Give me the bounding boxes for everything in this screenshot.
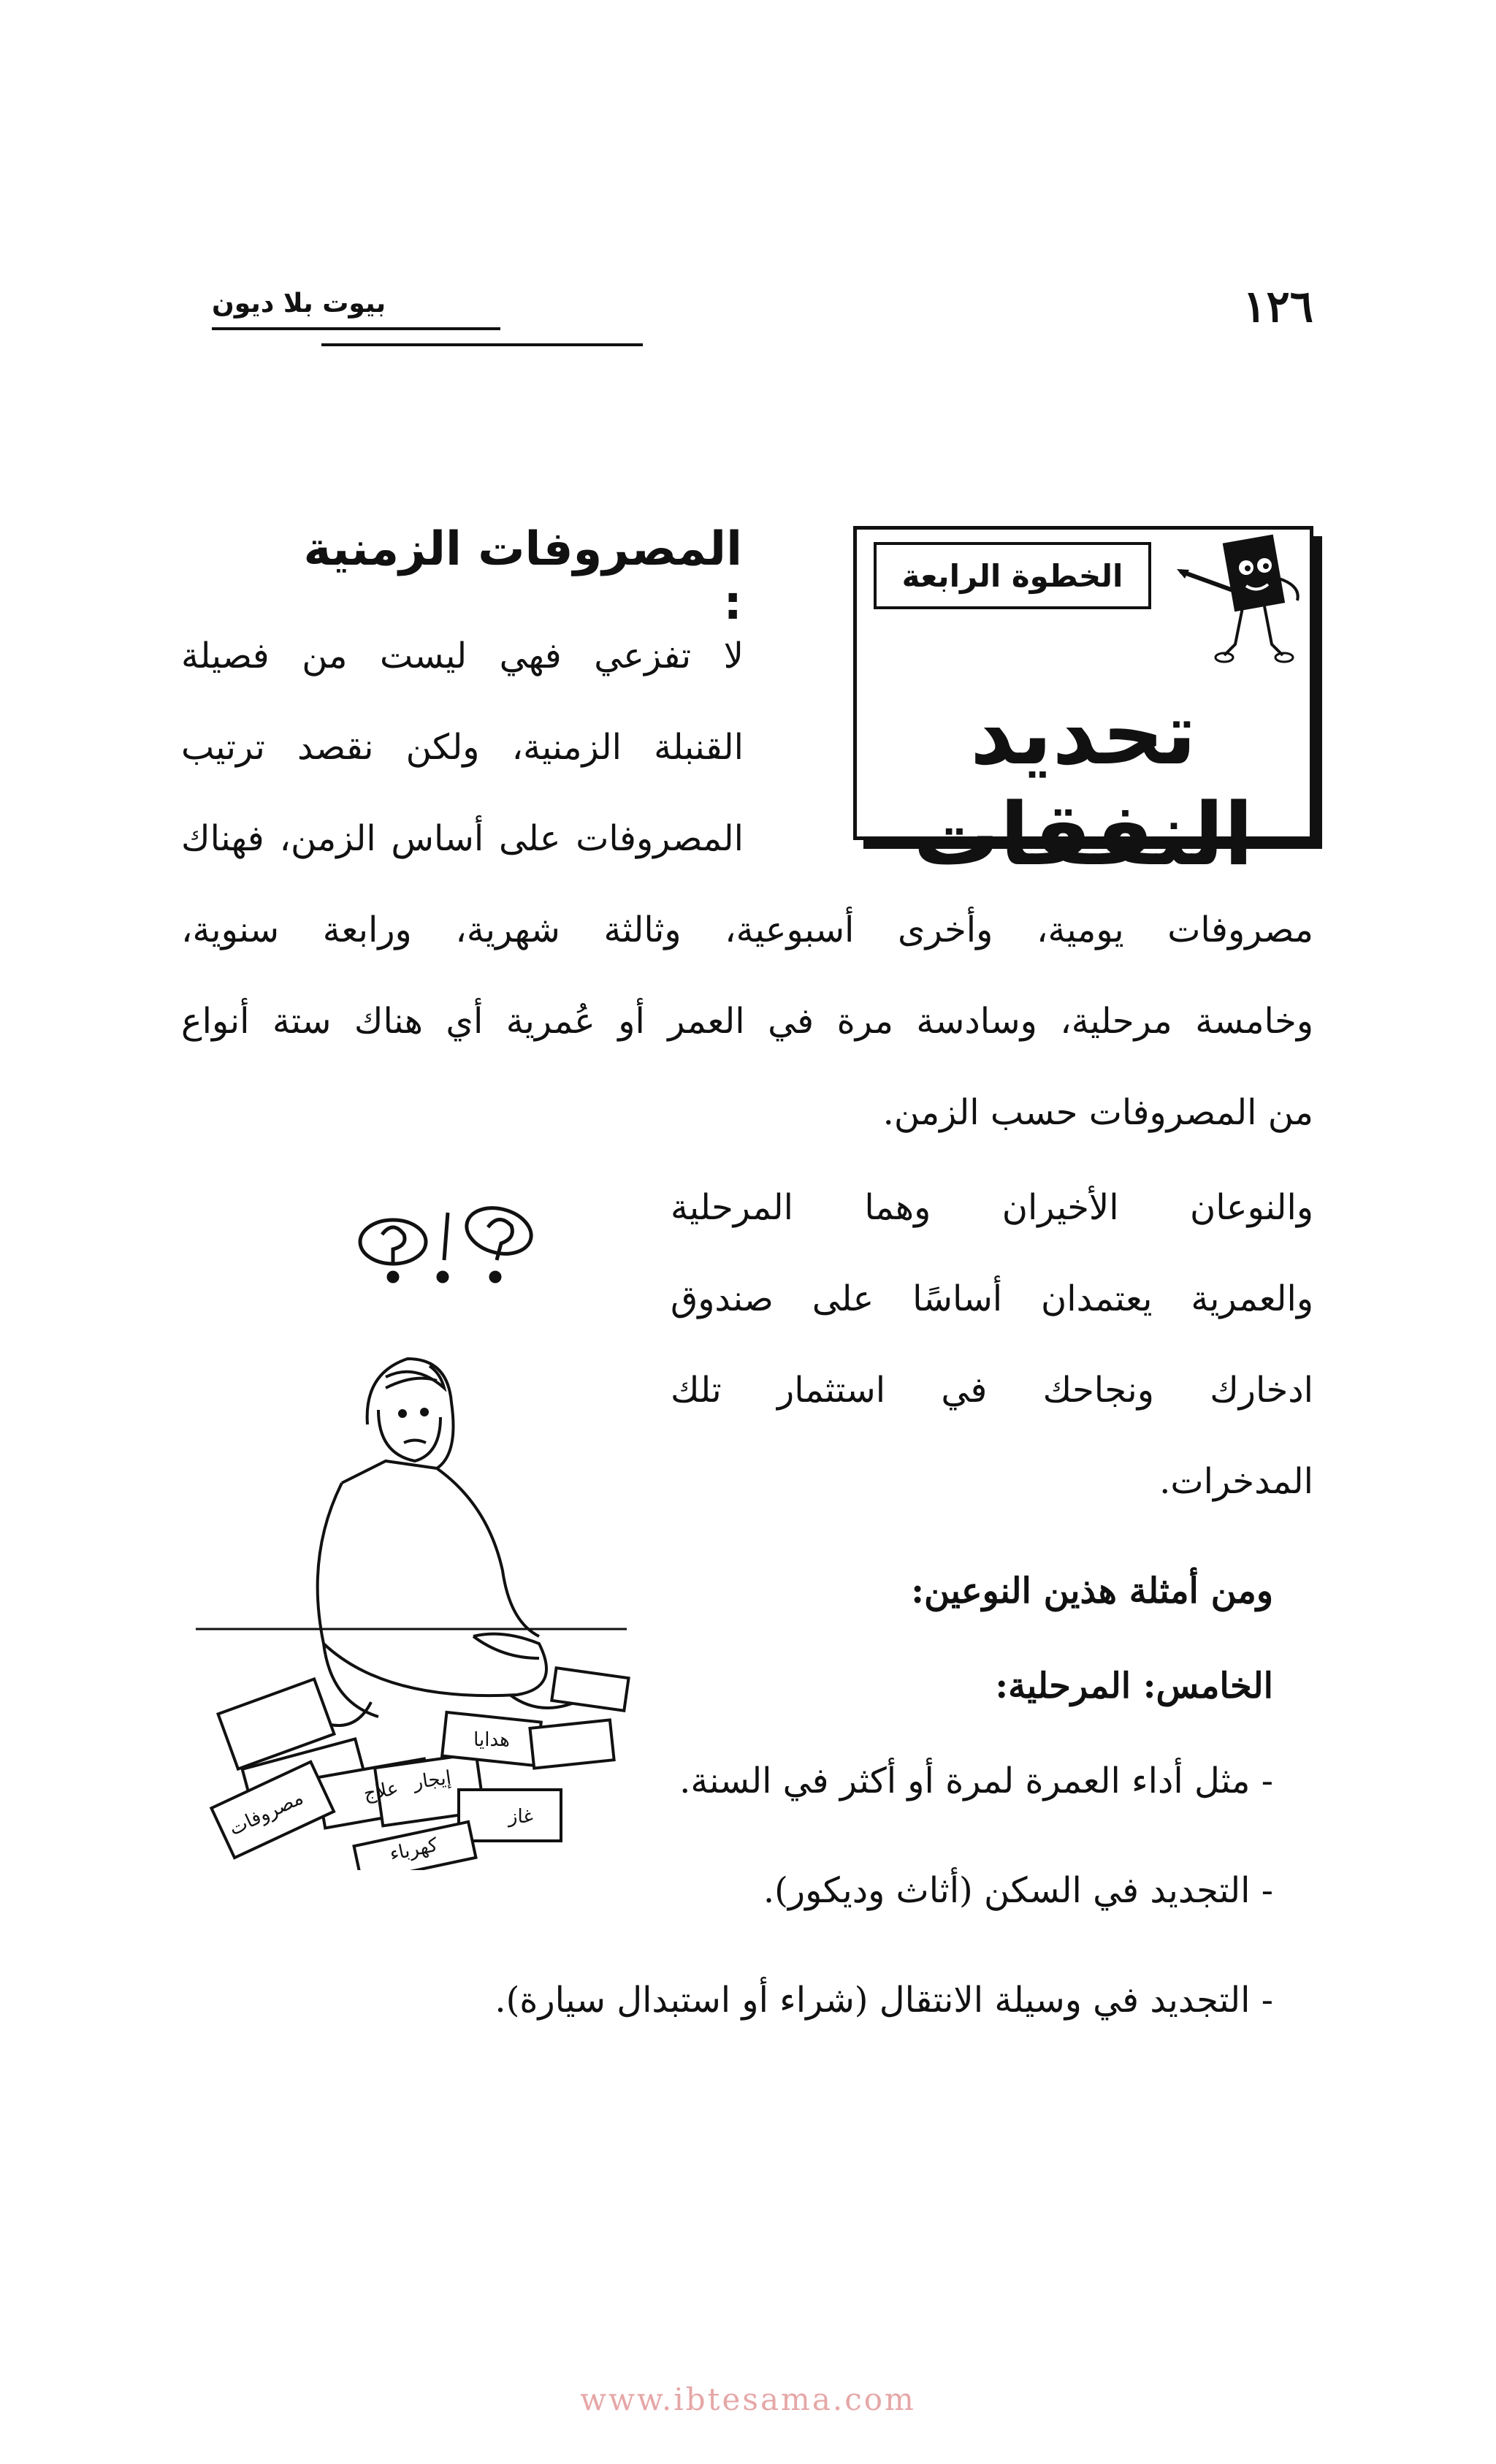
body-line: من المصروفات حسب الزمن. [882, 1092, 1313, 1133]
body-line: مصروفات يومية، وأخرى أسبوعية، وثالثة شهرية، ورابعة سنوية، [181, 909, 1313, 950]
intro-line: المصروفات على أساس الزمن، فهناك [181, 818, 744, 859]
header-rule [212, 327, 500, 330]
bullet-item: - التجديد في وسيلة الانتقال (شراء أو استبدال سيارة). [495, 1980, 1273, 2021]
running-title: بيوت بلا ديون [212, 289, 386, 319]
book-label: إيجار [412, 1766, 453, 1794]
paragraph-line: ادخارك ونجاحك في استثمار تلك [671, 1370, 1313, 1411]
book-label: كهرباء [387, 1834, 440, 1866]
paragraph-line: والعمرية يعتمدان أساسًا على صندوق [671, 1278, 1313, 1319]
subheading-fifth: الخامس: المرحلية: [995, 1666, 1273, 1706]
book-label: مصروفات [226, 1787, 307, 1841]
bullet-item: - مثل أداء العمرة لمرة أو أكثر في السنة. [679, 1761, 1273, 1801]
worried-woman-illustration [196, 1191, 634, 1870]
examples-intro: ومن أمثلة هذين النوعين: [911, 1571, 1273, 1611]
watermark: www.ibtesama.com [580, 2381, 916, 2417]
section-heading: المصروفات الزمنية : [303, 522, 742, 630]
book-label: هدايا [473, 1729, 510, 1751]
step-shadow [1313, 536, 1322, 847]
intro-line: القنبلة الزمنية، ولكن نقصد ترتيب [181, 727, 744, 768]
book-label: غاز [508, 1806, 534, 1828]
book-mascot-icon [1173, 527, 1312, 674]
question-marks-icon [360, 1201, 536, 1281]
step-box [853, 526, 1321, 885]
page-number: ١٢٦ [1243, 281, 1313, 332]
step-title: تحديد النفقات [913, 683, 1253, 885]
step-label: الخطوة الرابعة [874, 542, 1151, 609]
header-rule-lower [321, 343, 643, 346]
book-label: علاج [362, 1777, 400, 1806]
bullet-item: - التجديد في السكن (أثاث وديكور). [763, 1870, 1273, 1911]
paragraph-line: والنوعان الأخيران وهما المرحلية [671, 1187, 1313, 1228]
intro-line: لا تفزعي فهي ليست من فصيلة [181, 636, 744, 676]
paragraph-line: المدخرات. [1159, 1461, 1313, 1502]
body-line: وخامسة مرحلية، وسادسة مرة في العمر أو عُمرية أي هناك ستة أنواع [181, 1001, 1314, 1042]
